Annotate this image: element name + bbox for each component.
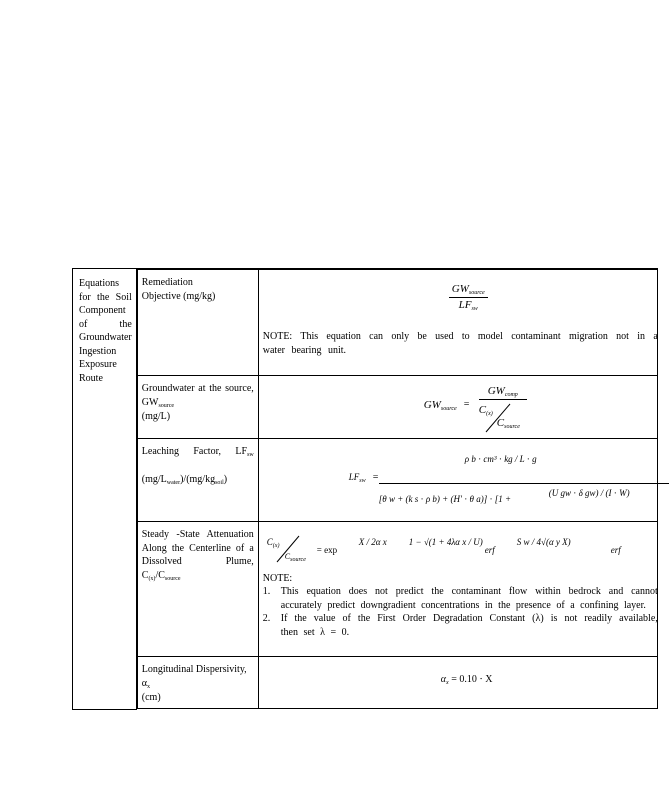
param-unit-water: water	[166, 480, 181, 487]
equation	[259, 376, 657, 438]
param-unit: (mg/L)	[141, 410, 171, 422]
param-text: Longitudinal Dispersivity,	[141, 664, 247, 675]
equation-cell	[258, 657, 657, 709]
note-title: NOTE:	[262, 573, 293, 584]
equation-cell	[258, 270, 657, 376]
param-var: C	[141, 569, 149, 581]
equation-cell	[258, 522, 657, 657]
param-cell	[137, 376, 258, 439]
param-cell	[137, 522, 258, 657]
table-row	[137, 439, 657, 522]
eq-den-c2-sub: source	[504, 424, 520, 430]
param-text: Steady -State Attenuation Along the Centerline of a Dissolved Plume,	[141, 529, 254, 567]
param-unit-part: (mg/L	[141, 474, 167, 486]
param-unit: (cm)	[141, 691, 161, 703]
param-cell	[137, 657, 258, 709]
eq-equals: =	[372, 472, 379, 483]
param-label	[138, 522, 258, 587]
eq-lhs: LF	[348, 472, 360, 482]
param-cell	[137, 439, 258, 522]
eq-erf-2: erf	[610, 545, 621, 555]
param-label: Remediation Objective (mg/kg)	[141, 277, 216, 302]
inner-table	[137, 269, 658, 709]
param-var2-sub: source	[164, 575, 181, 582]
fraction	[449, 282, 488, 313]
eq-erf-1: erf	[484, 545, 495, 555]
param-label	[138, 439, 258, 491]
eq-denominator-left: [θ w + (k s ⋅ ρ b) + (H′ ⋅ θ a)] ⋅ [1 +	[378, 494, 512, 504]
param-cell	[137, 270, 258, 376]
equations-table	[72, 268, 658, 710]
eq-denominator: LF	[458, 299, 472, 312]
eq-numerator: ρ b ⋅ cm³ ⋅ kg / L ⋅ g	[464, 454, 537, 464]
eq-lhs: α	[440, 674, 447, 685]
eq-numerator-sub: comp	[504, 392, 518, 398]
route-label: Equations for the Soil Component of the Groundwater Ingestion Exposure Route	[79, 278, 132, 384]
note-text: NOTE: This equation can only be used to model contaminant migration not in a water bearing unit.	[262, 331, 658, 356]
note-item-1: This equation does not predict the contaminant flow within bedrock and cannot accurately predict downgradient concentrations in the presence of a confining layer.	[280, 586, 658, 611]
eq-den-c-sub: (x)	[486, 411, 493, 417]
param-var-sub: x	[147, 683, 151, 690]
param-label	[138, 376, 258, 427]
equation-cell	[258, 376, 657, 439]
table-row	[137, 522, 657, 657]
param-unit-part: )/(mg/kg	[180, 474, 216, 486]
param-var2: /C	[155, 569, 165, 581]
param-unit-part: )	[223, 474, 228, 486]
inner-table-cell	[136, 269, 658, 710]
eq-den-c: C	[478, 404, 487, 416]
note-item-2: If the value of the First Order Degradation Constant (λ) is not readily available, then set λ = 0.	[280, 613, 658, 638]
eq-numerator: GW	[487, 385, 505, 397]
param-sub: sw	[247, 452, 254, 458]
eq-numerator: GW	[451, 283, 469, 295]
equation-cell	[258, 439, 657, 522]
equation	[259, 657, 657, 705]
table-row	[137, 376, 657, 439]
param-unit-soil: soil	[215, 480, 224, 487]
eq-denominator-sub: sw	[471, 306, 478, 313]
eq-term-1: X / 2α x	[358, 537, 387, 547]
eq-numerator-sub: source	[468, 290, 485, 296]
param-main: Leaching Factor, LF	[141, 446, 248, 457]
param-label	[138, 657, 258, 708]
eq-den-c2: C	[496, 417, 505, 429]
eq-equals-exp: = exp	[316, 545, 338, 555]
fraction-bar	[379, 483, 669, 484]
param-var-sub: (x)	[148, 575, 156, 582]
eq-lhs-sub: sw	[359, 478, 366, 484]
route-label-cell	[73, 269, 137, 710]
param-main: Groundwater at the source, GW	[141, 383, 254, 408]
eq-denominator-right: (U gw ⋅ δ gw) / (I ⋅ W)	[548, 488, 630, 498]
eq-equals: =	[463, 399, 470, 410]
table-row	[137, 270, 657, 376]
equation	[259, 270, 657, 375]
eq-term-3: S w / 4√(α y X)	[516, 537, 571, 547]
eq-lhs: GW	[423, 399, 441, 411]
eq-term-2: 1 − √(1 + 4λα x / U)	[408, 537, 483, 547]
param-var: α	[141, 677, 148, 689]
equation	[259, 439, 657, 521]
eq-lhs-sub: source	[440, 406, 457, 412]
table-row	[137, 657, 657, 709]
param-sub: source	[158, 402, 175, 409]
equation: $C_{(x)}$ $C_{source}$ = exp X / 2α x 1 − √(1 + 4λα x / U) erf S w / 4√(α y X) erf NOTE: 1. This equation does not predict the contaminant flow within bedrock and cannot accurately predict downgradient concentrations in the presence of a confining layer. 2. If the value of the First Order Degradation Constant (λ) is not readily available, then set λ = 0.	[259, 522, 657, 656]
eq-rhs: = 0.10 ⋅ X	[451, 674, 493, 685]
eq-lhs-sub: x	[446, 680, 449, 686]
